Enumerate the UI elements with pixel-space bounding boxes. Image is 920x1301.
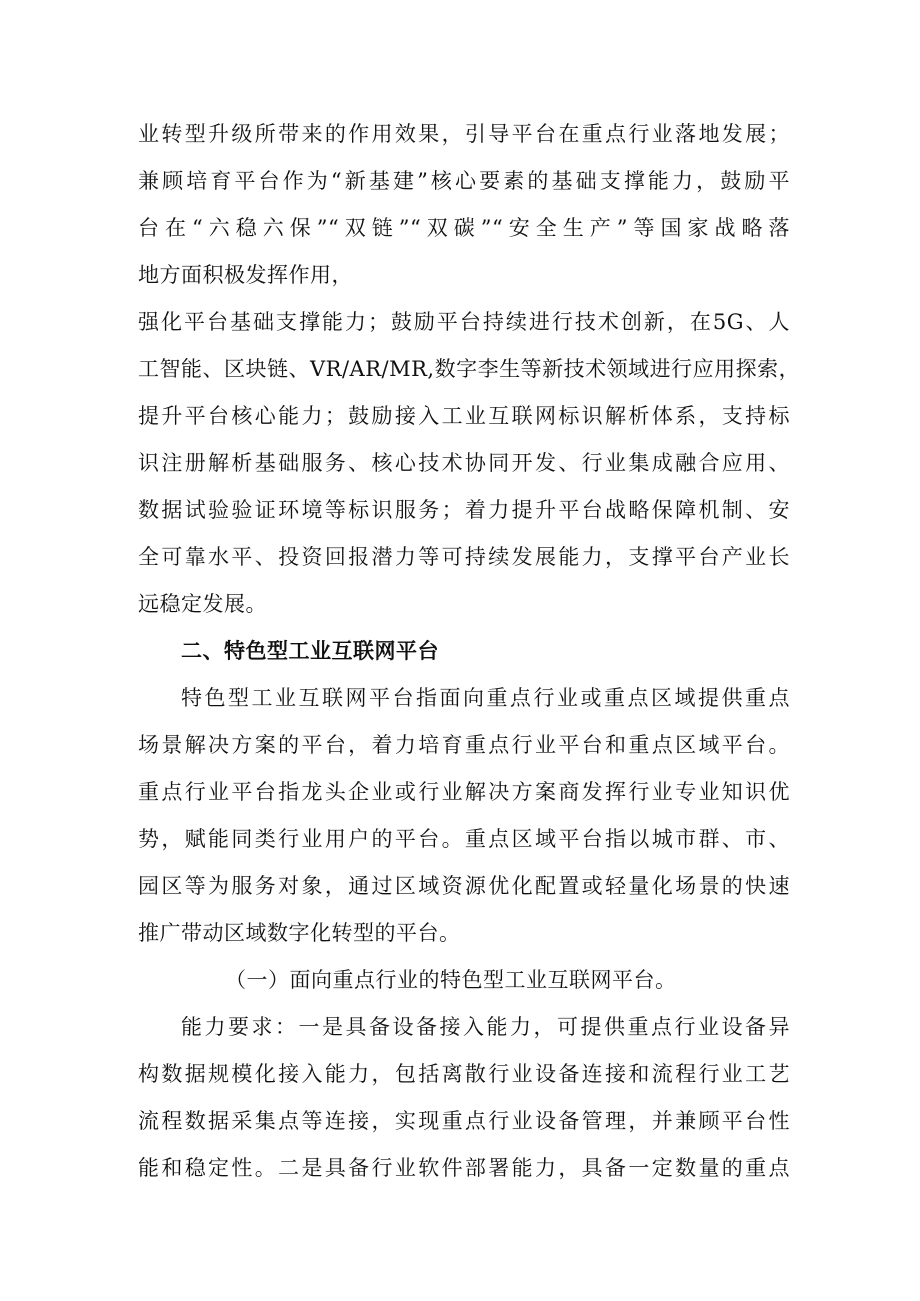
text-line: 兼顾培育平台作为“新基建”核心要素的基础支撑能力，鼓励平 (138, 169, 790, 193)
text-line: 能力要求：一是具备设备接入能力，可提供重点行业设备异 (181, 1015, 790, 1039)
text-line: 推广带动区域数字化转型的平台。 (138, 921, 461, 945)
text-line: 提升平台核心能力；鼓励接入工业互联网标识解析体系，支持标 (138, 404, 790, 428)
text-line: 地方面积极发挥作用， (138, 263, 353, 287)
text-line: 台在“六稳六保”“双链”“双碳”“安全生产”等国家战略落 (138, 216, 790, 240)
text-line: 能和稳定性。二是具备行业软件部署能力，具备一定数量的重点 (138, 1156, 790, 1180)
text-line: 构数据规模化接入能力，包括离散行业设备连接和流程行业工艺 (138, 1062, 790, 1086)
text-line: 势，赋能同类行业用户的平台。重点区域平台指以城市群、市、 (138, 827, 790, 851)
text-line: 强化平台基础支撑能力；鼓励平台持续进行技术创新，在5G、人 (138, 310, 790, 334)
text-line: 流程数据采集点等连接，实现重点行业设备管理，并兼顾平台性 (138, 1109, 790, 1133)
subsection-heading: （一）面向重点行业的特色型工业互联网平台。 (225, 968, 677, 992)
text-line: 业转型升级所带来的作用效果，引导平台在重点行业落地发展； (138, 122, 790, 146)
text-line: 数据试验验证环境等标识服务；着力提升平台战略保障机制、安 (138, 498, 790, 522)
text-line: 识注册解析基础服务、核心技术协同开发、行业集成融合应用、 (138, 451, 790, 475)
text-line: 远稳定发展。 (138, 592, 267, 616)
text-line: 重点行业平台指龙头企业或行业解决方案商发挥行业专业知识优 (138, 780, 790, 804)
text-line: 特色型工业互联网平台指面向重点行业或重点区域提供重点 (181, 686, 790, 710)
section-heading: 二、特色型工业互联网平台 (181, 639, 439, 663)
text-line: 园区等为服务对象，通过区域资源优化配置或轻量化场景的快速 (138, 874, 790, 898)
text-line: 全可靠水平、投资回报潜力等可持续发展能力，支撑平台产业长 (138, 545, 790, 569)
text-line: 场景解决方案的平台，着力培育重点行业平台和重点区域平台。 (138, 733, 790, 757)
text-line: 工智能、区块链、VR/AR/MR,数字李生等新技术领域进行应用探索， (138, 357, 801, 381)
